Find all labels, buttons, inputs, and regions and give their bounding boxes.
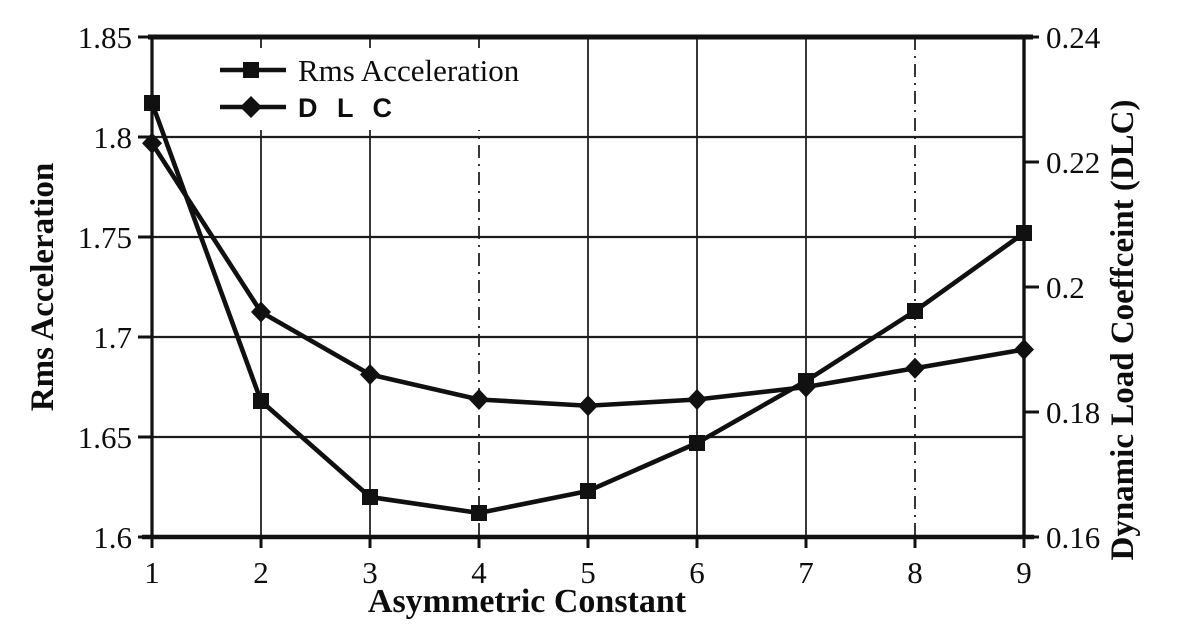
marker-square-x3 — [362, 489, 378, 505]
right-tick-label-0.2: 0.2 — [1046, 270, 1085, 305]
right-axis-title: Dynamic Load Coeffceint (DLC) — [1105, 99, 1141, 561]
marker-square-x4 — [471, 505, 487, 521]
marker-diamond-x3 — [360, 364, 380, 385]
legend-label-rms-acceleration: Rms Acceleration — [298, 53, 520, 88]
x-tick-label-3: 3 — [362, 555, 378, 590]
left-tick-label-1.8: 1.8 — [93, 120, 132, 155]
left-tick-label-1.6: 1.6 — [93, 520, 132, 555]
left-tick-label-1.65: 1.65 — [77, 420, 132, 455]
marker-diamond-x8 — [905, 358, 925, 379]
marker-square-x5 — [580, 483, 596, 499]
marker-square-x6 — [689, 435, 705, 451]
x-tick-label-9: 9 — [1016, 555, 1032, 590]
marker-diamond-x6 — [687, 389, 707, 410]
x-tick-label-6: 6 — [689, 555, 705, 590]
left-tick-label-1.85: 1.85 — [77, 20, 132, 55]
left-axis-title: Rms Acceleration — [25, 162, 61, 412]
x-tick-label-2: 2 — [253, 555, 269, 590]
marker-square-x2 — [253, 393, 269, 409]
marker-square-x8 — [907, 303, 923, 319]
legend-label-dlc: D L C — [298, 93, 399, 123]
x-tick-label-4: 4 — [471, 555, 487, 590]
x-tick-label-7: 7 — [798, 555, 814, 590]
legend-square-marker-icon — [243, 62, 259, 78]
right-tick-label-0.16: 0.16 — [1046, 520, 1101, 555]
marker-diamond-x5 — [578, 395, 598, 416]
x-tick-label-8: 8 — [907, 555, 923, 590]
left-tick-label-1.75: 1.75 — [77, 220, 132, 255]
right-tick-label-0.24: 0.24 — [1046, 20, 1101, 55]
marker-diamond-x4 — [469, 389, 489, 410]
legend — [205, 48, 523, 130]
x-tick-label-5: 5 — [580, 555, 596, 590]
left-tick-label-1.7: 1.7 — [93, 320, 132, 355]
right-tick-label-0.18: 0.18 — [1046, 395, 1101, 430]
x-axis-title: Asymmetric Constant — [367, 583, 687, 620]
x-tick-label-1: 1 — [144, 555, 160, 590]
right-tick-label-0.22: 0.22 — [1046, 145, 1101, 180]
